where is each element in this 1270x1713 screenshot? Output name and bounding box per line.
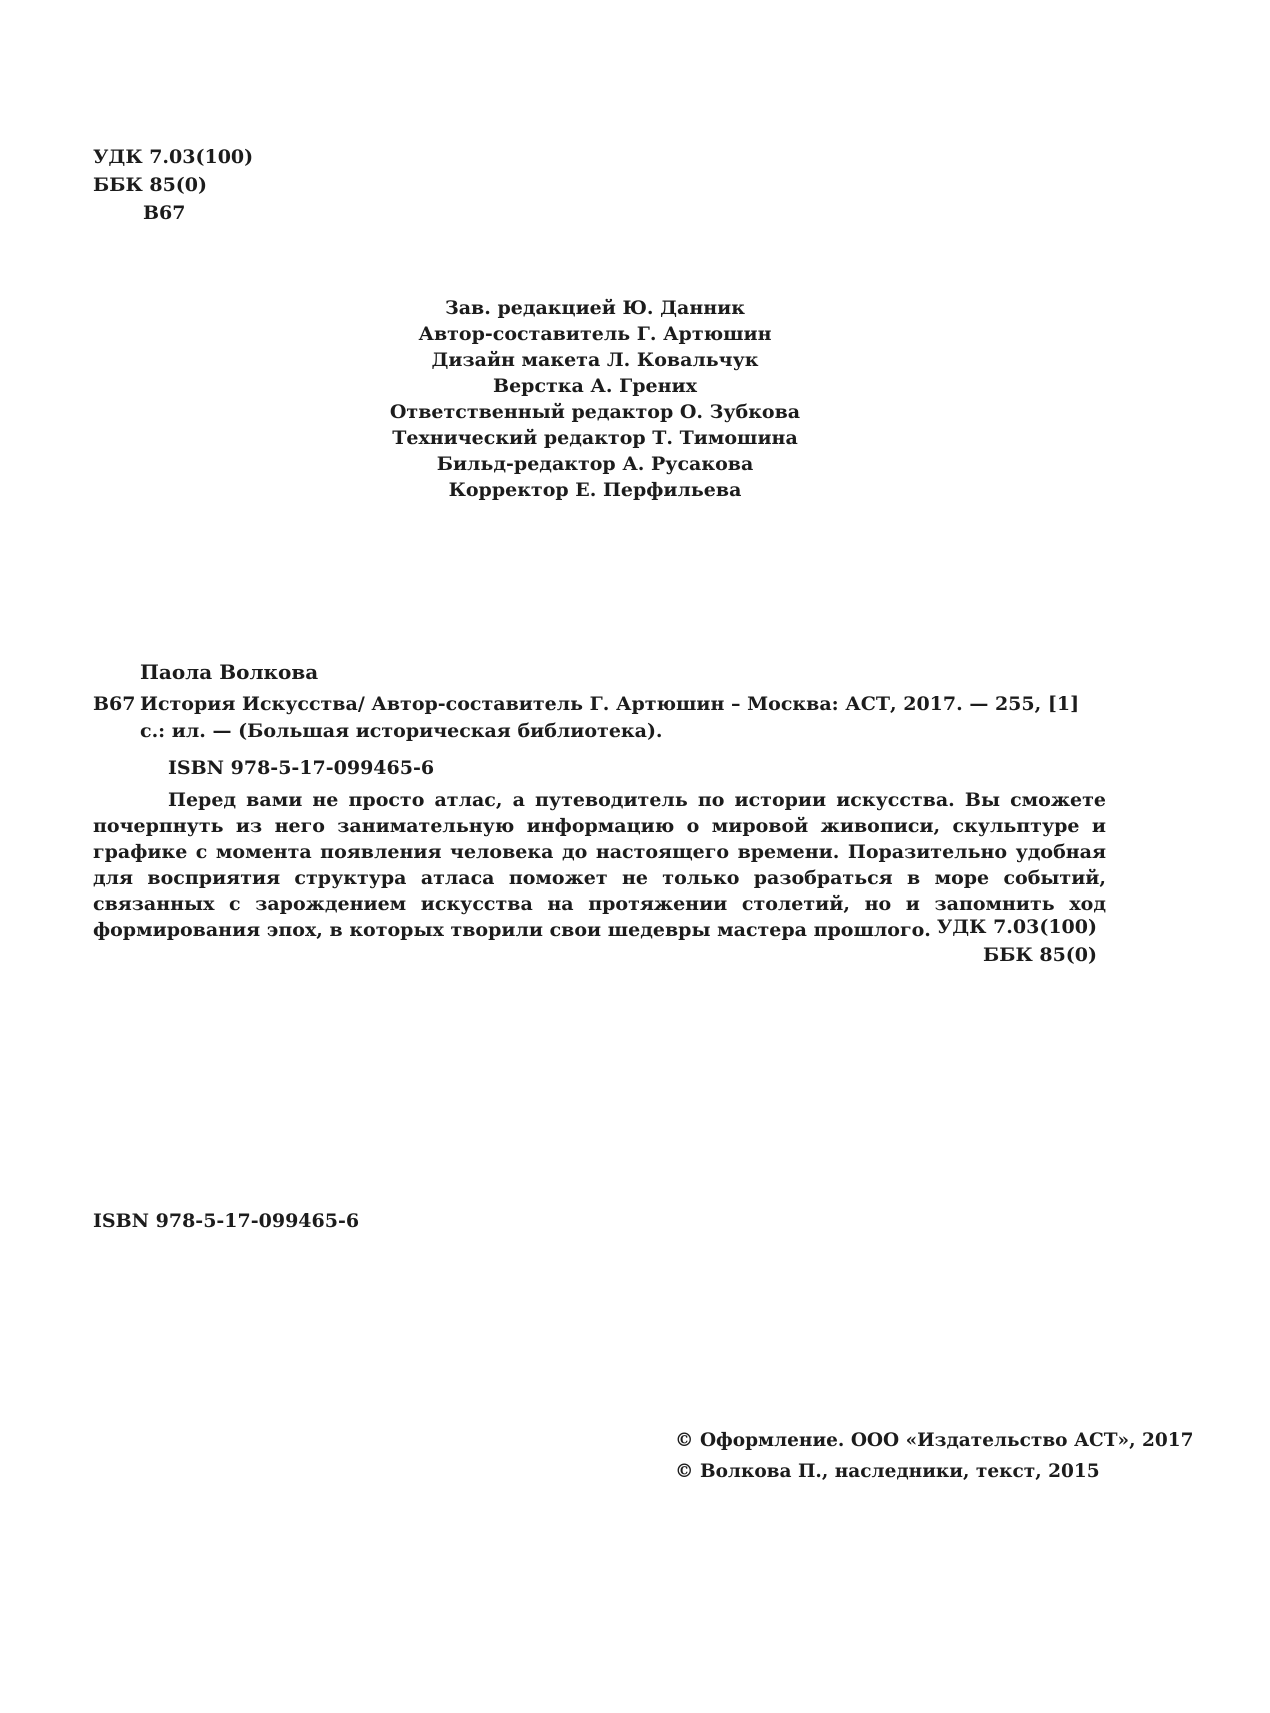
bibliographic-description <box>93 691 1108 745</box>
credit-line: Бильд-редактор А. Русакова <box>436 453 754 475</box>
author-sign-catalog: В67 <box>93 693 136 715</box>
editorial-credits <box>280 295 910 503</box>
credit-line: Верстка А. Грених <box>493 375 697 397</box>
classification-codes-right <box>937 913 1097 969</box>
credit-line: Ответственный редактор О. Зубкова <box>389 401 801 423</box>
copyright-block <box>675 1425 1193 1487</box>
annotation-paragraph: Перед вами не просто атлас, а путеводитель по истории искусства. Вы сможете почерпнуть из него занимательную информацию о мировой живописи, скульптуре и графике с момента появления человека до настоящего времени. Поразительно удобная для восприятия структура атласа поможет не только разобраться в море событий, связанных с зарождением искусства на протяжении столетий, но и запомнить ход формирования эпох, в которых творили свои шедевры мастера прошлого. <box>93 789 1106 941</box>
author-sign-top: В67 <box>143 202 186 224</box>
udk-code-top: УДК 7.03(100) <box>93 146 254 168</box>
isbn-standalone: ISBN 978-5-17-099465-6 <box>93 1210 360 1232</box>
bbk-code-right: ББК 85(0) <box>982 944 1097 966</box>
credit-line: Дизайн макета Л. Ковальчук <box>431 349 759 371</box>
credit-line: Автор-составитель Г. Артюшин <box>418 323 772 345</box>
classification-codes-top <box>93 143 253 227</box>
author-name: Паола Волкова <box>140 660 319 684</box>
bibliographic-text: История Искусства/ Автор-составитель Г. Артюшин – Москва: АСТ, 2017. — 255, [1] с.: ил. — (Большая историческая библиотека). <box>140 693 1080 742</box>
copyright-line-design: © Оформление. ООО «Издательство АСТ», 2017 <box>675 1430 1194 1451</box>
credit-line: Корректор Е. Перфильева <box>448 479 742 501</box>
isbn-catalog: ISBN 978-5-17-099465-6 <box>168 757 435 779</box>
bbk-code-top: ББК 85(0) <box>93 174 208 196</box>
credit-line: Технический редактор Т. Тимошина <box>392 427 798 449</box>
credit-line: Зав. редакцией Ю. Данник <box>445 297 745 319</box>
copyright-line-text: © Волкова П., наследники, текст, 2015 <box>675 1461 1100 1482</box>
udk-code-right: УДК 7.03(100) <box>936 916 1097 938</box>
